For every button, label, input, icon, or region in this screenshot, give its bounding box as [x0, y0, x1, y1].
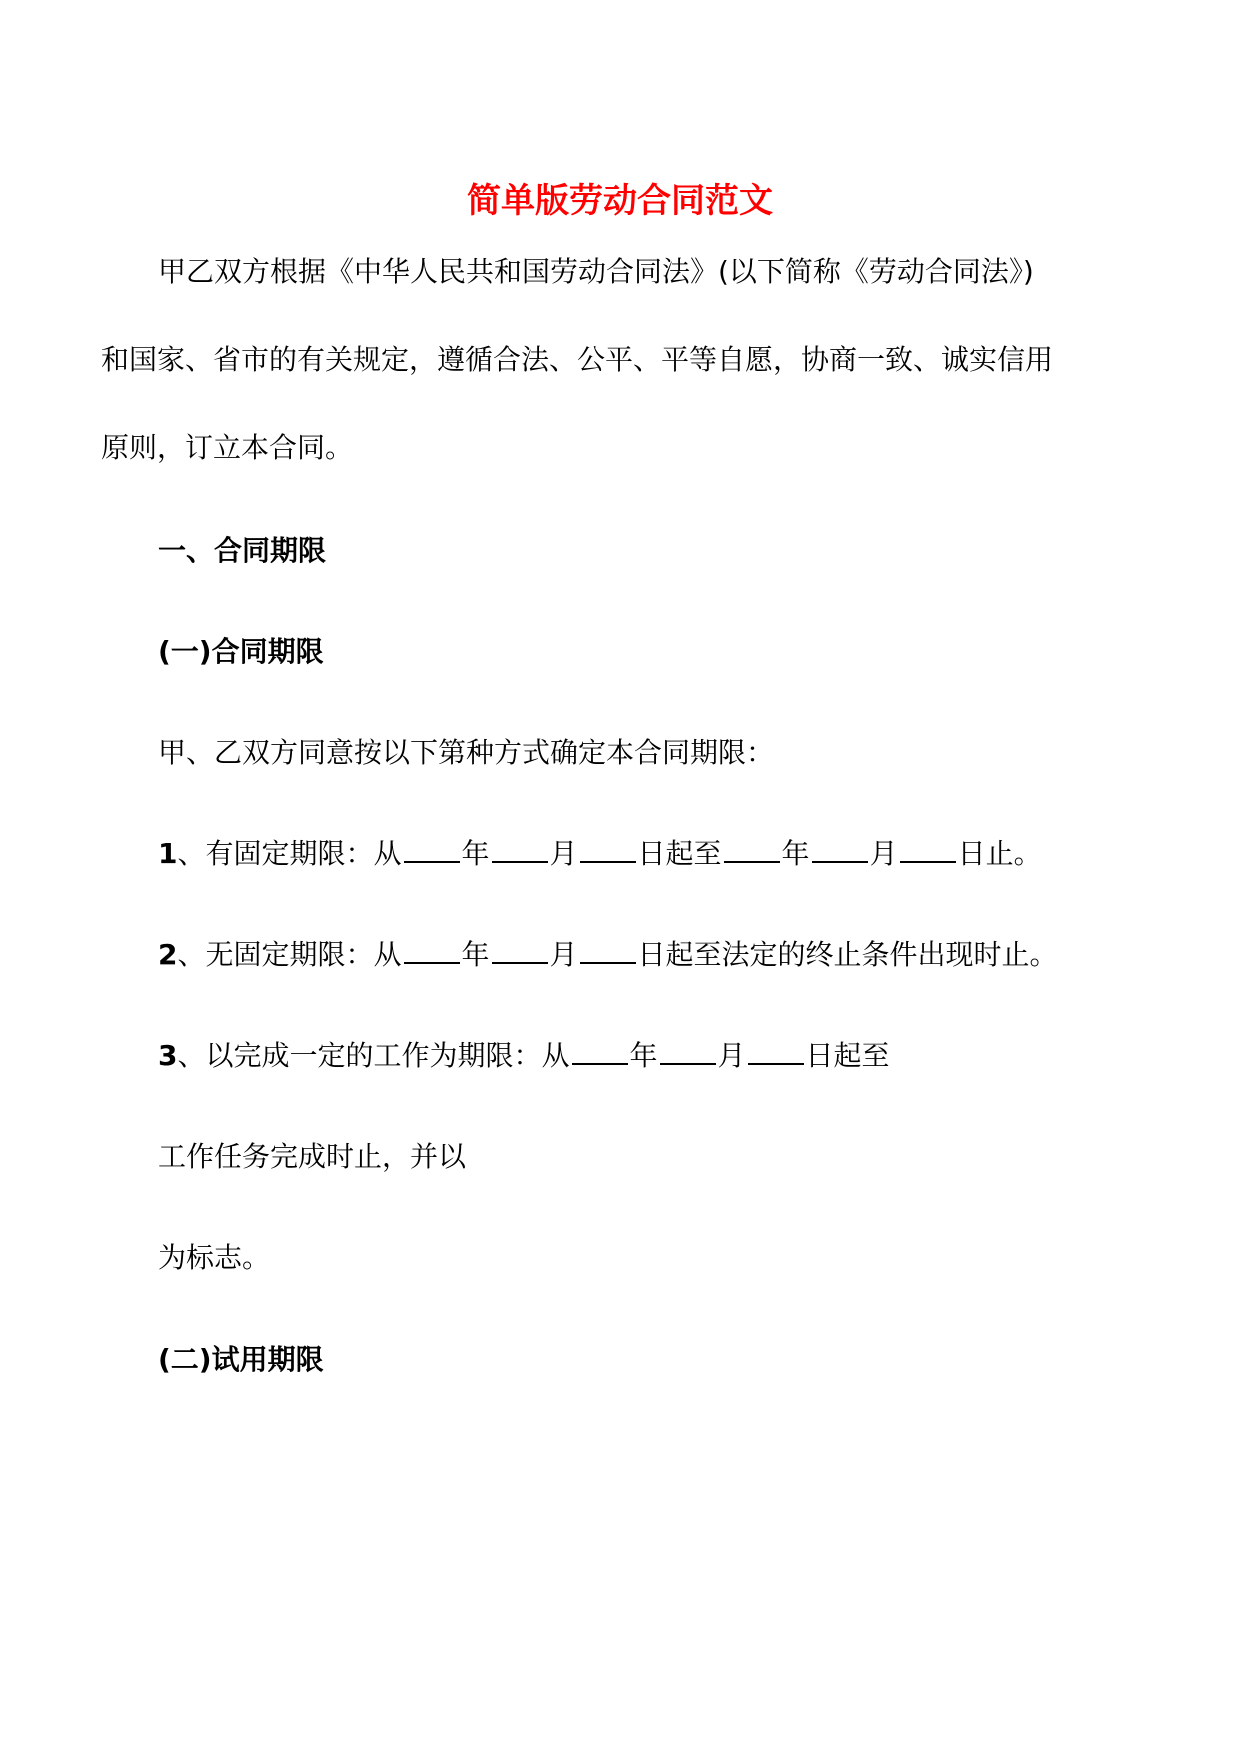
unit-text: 日起至	[637, 837, 722, 870]
unit-text: 年	[461, 938, 490, 971]
unit-text: 年	[461, 837, 490, 870]
clause-number: 2	[158, 938, 178, 971]
blank-field	[660, 1039, 716, 1065]
unit-text: 日止。	[957, 837, 1042, 870]
clause-lead: 、有固定期限：从	[177, 837, 402, 870]
clause-lead: 、以完成一定的工作为期限：从	[177, 1039, 570, 1072]
blank-field	[580, 938, 636, 964]
unit-text: 年	[629, 1039, 658, 1072]
blank-field	[900, 837, 956, 863]
blank-field	[572, 1039, 628, 1065]
unit-text: 年	[781, 837, 810, 870]
clause-task-term-line-2: 工作任务完成时止，并以	[158, 1140, 467, 1173]
intro-line-2: 和国家、省市的有关规定，遵循合法、公平、平等自愿，协商一致、诚实信用	[101, 343, 1054, 376]
blank-field	[404, 837, 460, 863]
section-heading-contract-term: 一、合同期限	[158, 534, 327, 567]
document-title: 简单版劳动合同范文	[467, 181, 773, 221]
subsection-heading-contract-term: (一)合同期限	[158, 635, 324, 668]
blank-field	[580, 837, 636, 863]
blank-field	[724, 837, 780, 863]
unit-text: 月	[549, 837, 578, 870]
clause-number: 3	[158, 1039, 178, 1072]
subsection-heading-probation: (二)试用期限	[158, 1343, 324, 1376]
unit-text: 日起至	[805, 1039, 890, 1072]
clause-fixed-term	[158, 834, 1042, 874]
intro-line-1: 甲乙双方根据《中华人民共和国劳动合同法》(以下简称《劳动合同法》)	[158, 255, 1034, 288]
clause-task-term-line-3: 为标志。	[158, 1241, 271, 1274]
blank-field	[404, 938, 460, 964]
blank-field	[748, 1039, 804, 1065]
clause-task-term	[158, 1036, 890, 1076]
unit-text: 日起至法定的终止条件出现时止。	[637, 938, 1058, 971]
unit-text: 月	[549, 938, 578, 971]
clause-lead: 、无固定期限：从	[177, 938, 402, 971]
blank-field	[492, 938, 548, 964]
intro-line-3: 原则，订立本合同。	[101, 431, 354, 464]
unit-text: 月	[869, 837, 898, 870]
unit-text: 月	[717, 1039, 746, 1072]
agreement-text: 甲、乙双方同意按以下第种方式确定本合同期限：	[158, 736, 775, 769]
blank-field	[812, 837, 868, 863]
blank-field	[492, 837, 548, 863]
clause-open-term	[158, 935, 1058, 975]
clause-number: 1	[158, 837, 178, 870]
